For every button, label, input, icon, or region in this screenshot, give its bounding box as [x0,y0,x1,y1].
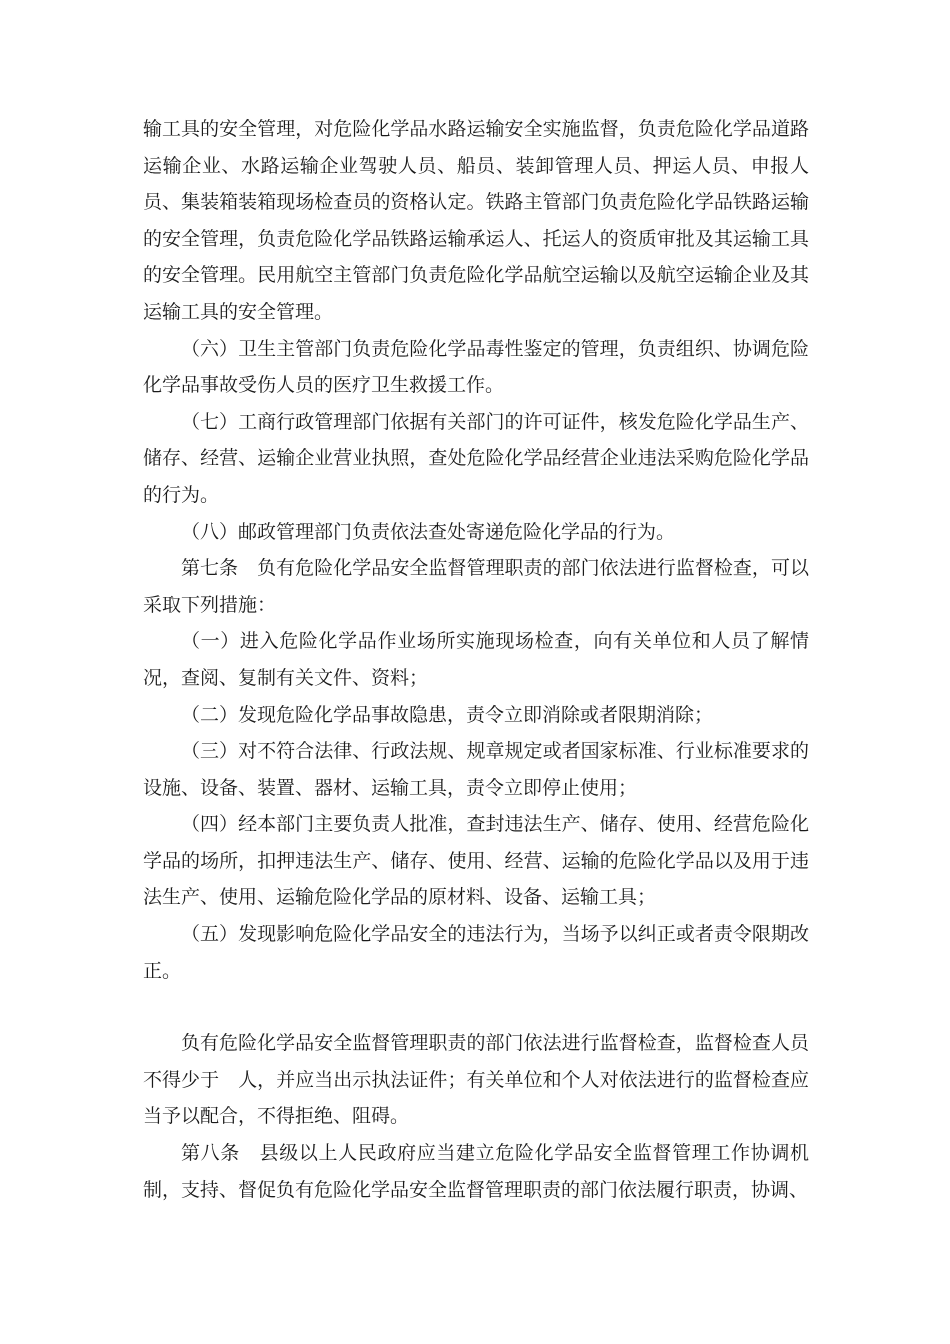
paragraph-measure-5: （五）发现影响危险化学品安全的违法行为，当场予以纠正或者责令限期改正。 [143,923,809,982]
paragraph-measure-1: （一）进入危险化学品作业场所实施现场检查，向有关单位和人员了解情况，查阅、复制有关文件、资料； [143,630,809,689]
paragraph-measure-4: （四）经本部门主要负责人批准，查封违法生产、储存、使用、经营危险化学品的场所，扣押违法生产、储存、使用、经营、运输的危险化学品以及用于违法生产、使用、运输危险化学品的原材料、设备、运输工具； [143,813,809,909]
paragraph-transport-safety: 输工具的安全管理，对危险化学品水路运输安全实施监督，负责危险化学品道路运输企业、水路运输企业驾驶人员、船员、装卸管理人员、押运人员、申报人员、集装箱装箱现场检查员的资格认定。铁路主管部门负责危险化学品铁路运输的安全管理，负责危险化学品铁路运输承运人、托运人的资质审批及其运输工具的安全管理。民用航空主管部门负责危险化学品航空运输以及航空运输企业及其运输工具的安全管理。 [143,118,809,323]
paragraph-measure-2: （二）发现危险化学品事故隐患，责令立即消除或者限期消除； [181,703,714,726]
paragraph-commerce-department: （七）工商行政管理部门依据有关部门的许可证件，核发危险化学品生产、储存、经营、运输企业营业执照，查处危险化学品经营企业违法采购危险化学品的行为。 [143,410,809,506]
paragraph-health-department: （六）卫生主管部门负责危险化学品毒性鉴定的管理，负责组织、协调危险化学品事故受伤人员的医疗卫生救援工作。 [143,337,809,397]
paragraph-inspection-requirements: 负有危险化学品安全监督管理职责的部门依法进行监督检查，监督检查人员不得少于 人，并应当出示执法证件；有关单位和个人对依法进行的监督检查应当予以配合，不得拒绝、阻碍。 [143,1032,809,1128]
paragraph-article-7: 第七条 负有危险化学品安全监督管理职责的部门依法进行监督检查，可以采取下列措施： [143,557,809,616]
paragraph-postal-department: （八）邮政管理部门负责依法查处寄递危险化学品的行为。 [181,520,676,543]
paragraph-article-8: 第八条 县级以上人民政府应当建立危险化学品安全监督管理工作协调机制，支持、督促负有危险化学品安全监督管理职责的部门依法履行职责，协调、 [143,1142,809,1201]
document-body [143,111,809,1208]
paragraph-measure-3: （三）对不符合法律、行政法规、规章规定或者国家标准、行业标准要求的设施、设备、装置、器材、运输工具，责令立即停止使用； [143,740,809,799]
